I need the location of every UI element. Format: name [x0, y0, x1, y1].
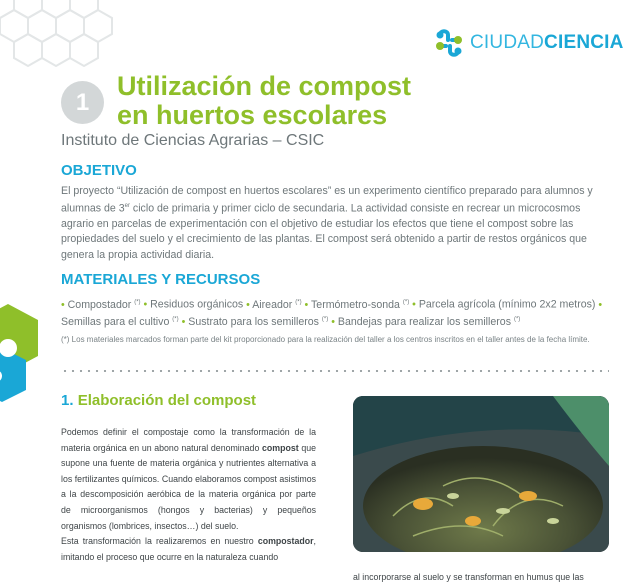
list-item: • Aireador (*)	[246, 298, 302, 311]
title-line-2: en huertos escolares	[117, 100, 388, 130]
molecule-logo-icon	[432, 26, 466, 60]
institute-name: Instituto de Ciencias Agrarias – CSIC	[61, 132, 325, 149]
section-1-body: Podemos definir el compostaje como la transformación de la materia orgánica en un abono natural denominado compost que supone una fuente de materia orgánica y nutrientes alternativa a los fertilizantes químicos. Cuando elaboramos compost asistimos a la descomposición aeróbica de la materia orgánica por parte de microorganismos (hongos y bacterias) y pequeños organismos (lombrices, insectos…) del suelo. Esta transformación la realizaremos en nuestro compostador, imitando el proceso que ocurre en la naturaleza cuando	[61, 427, 317, 562]
photo-caption-text: al incorporarse al suelo y se transforman en humus que las	[353, 572, 584, 582]
list-item: • Compostador (*)	[61, 298, 141, 311]
hexagon-pattern-decoration	[0, 0, 130, 80]
dotted-divider	[61, 370, 609, 372]
list-item: • Parcela agrícola (mínimo 2x2 metros)	[412, 298, 596, 311]
title-line-1: Utilización de compost	[117, 71, 412, 101]
section-1-heading: 1. Elaboración del compost	[61, 392, 257, 409]
compost-bin-photo	[353, 396, 609, 552]
activity-number-badge: 1	[61, 81, 104, 124]
materiales-heading: MATERIALES Y RECURSOS	[61, 271, 261, 288]
list-item: • Bandejas para realizar los semilleros (*)	[331, 316, 521, 329]
green-hexagon-decoration	[0, 300, 48, 420]
page-title	[117, 72, 477, 130]
materials-footnote: (*) Los materiales marcados forman parte del kit proporcionado para la realización del taller a los centros inscritos en el taller antes de la fecha límite.	[61, 335, 590, 344]
list-item: • Residuos orgánicos	[143, 298, 244, 311]
list-item: • Semillas para el cultivo (*)	[61, 298, 603, 329]
objetivo-text: El proyecto “Utilización de compost en huertos escolares” es un experimento científico preparado para alumnos y alumnas de 3er ciclo de primaria y primer ciclo de secundaria. La actividad consiste en recrear un microcosmos agrario en parcelas de experimentación con el objetivo de estudiar los efectos que tiene el compost sobre las propiedades del suelo y el crecimiento de las plantas. El compost será obtenido a partir de restos orgánicos que genera la propia actividad diaria.	[61, 185, 593, 261]
list-item: • Termómetro-sonda (*)	[304, 298, 410, 311]
brand-name: CIUDADCIENCIA	[470, 32, 624, 53]
list-item: • Sustrato para los semilleros (*)	[181, 316, 329, 329]
materials-list	[61, 295, 606, 331]
brand-logo	[432, 26, 624, 60]
objetivo-heading: OBJETIVO	[61, 162, 137, 179]
